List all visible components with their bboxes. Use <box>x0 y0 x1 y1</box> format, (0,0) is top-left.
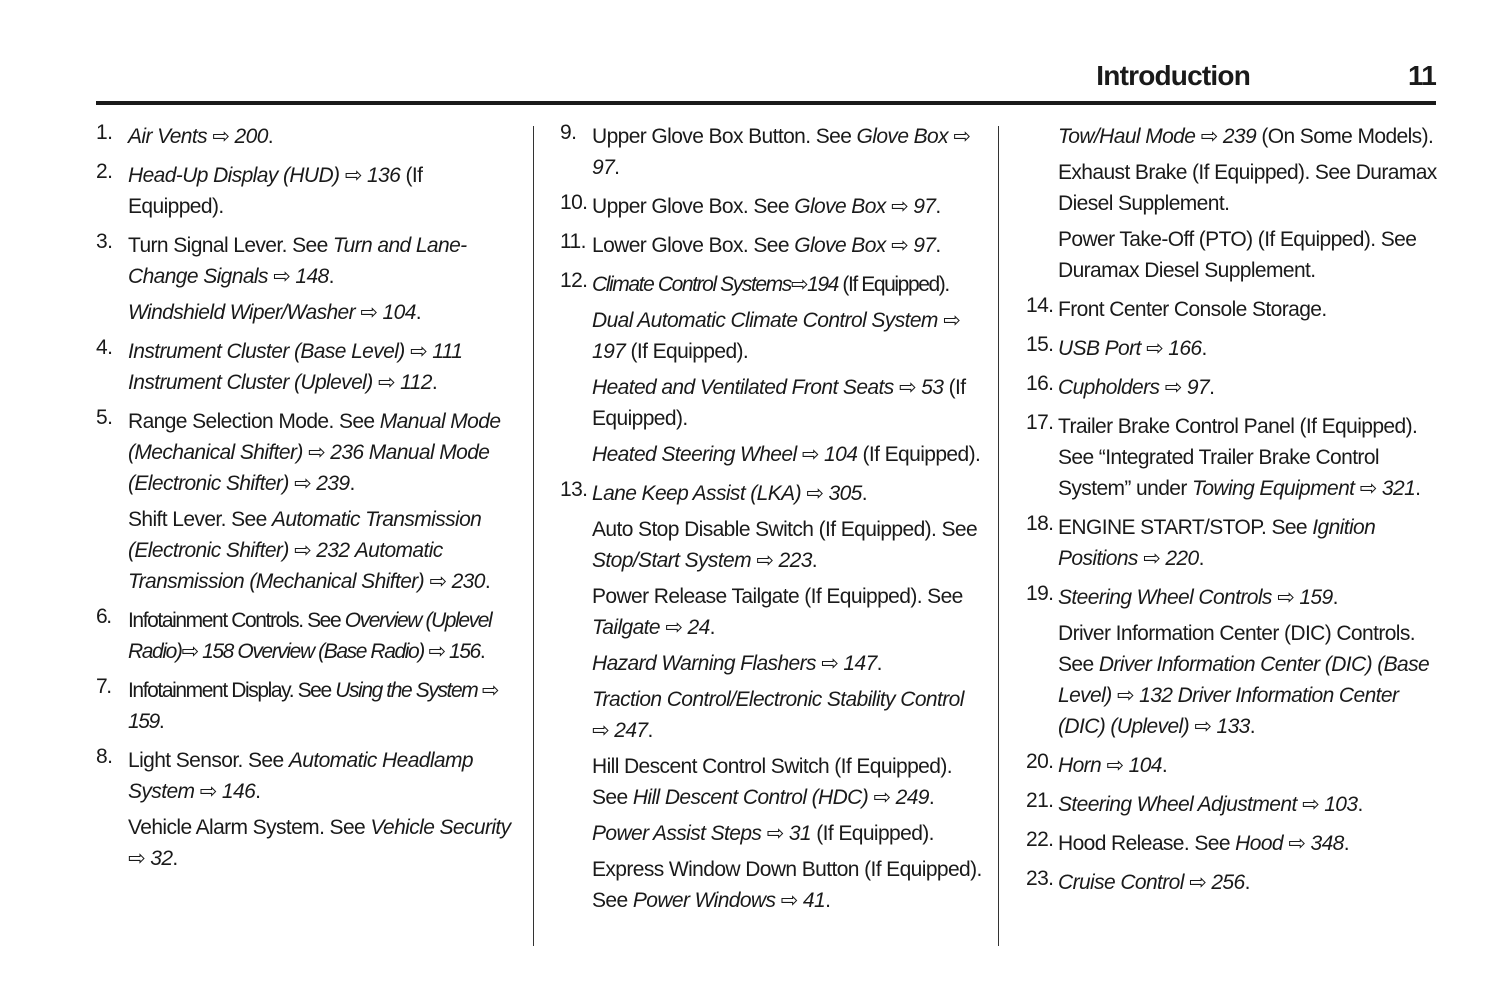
column-divider <box>998 126 999 946</box>
arrow-icon: ⇨ <box>199 780 217 803</box>
page-ref[interactable]: 97 <box>913 234 936 257</box>
xref-link[interactable]: Heated and Ventilated Front Seats <box>592 376 894 399</box>
list-item: 21. Steering Wheel Adjustment ⇨ 103. <box>1026 789 1363 816</box>
page-ref[interactable]: 111 <box>432 340 463 363</box>
page-ref[interactable]: 166 <box>1168 337 1202 360</box>
page-ref[interactable]: 97 <box>592 156 615 179</box>
arrow-icon: ⇨ <box>409 340 427 363</box>
list-item: 14. Front Center Console Storage. <box>1026 294 1327 321</box>
xref-link[interactable]: Automatic Headlamp System <box>128 749 473 803</box>
list-item: 3. Turn Signal Lever. See Turn and Lane-Change Signals ⇨ 148. Windshield Wiper/Washer ⇨ 104. <box>96 230 467 324</box>
arrow-icon: ⇨ <box>1194 715 1212 738</box>
xref-link[interactable]: Using the System <box>335 679 478 702</box>
arrow-icon: ⇨ <box>953 125 971 148</box>
xref-link[interactable]: Hill Descent Control (HDC) <box>632 786 869 809</box>
xref-link[interactable]: Tailgate <box>592 616 660 639</box>
arrow-icon: ⇨ <box>780 889 798 912</box>
arrow-icon: ⇨ <box>665 616 683 639</box>
xref-link[interactable]: Manual Mode (Electronic Shifter) <box>128 441 490 495</box>
list-item: 19. Steering Wheel Controls ⇨ 159. Driver Information Center (DIC) Controls. See Driver Information Center (DIC) (Base Level) ⇨ 132 Driver Information Center (DIC) (Uplevel) ⇨ 133. <box>1026 582 1430 738</box>
page-ref[interactable]: 97 <box>913 195 936 218</box>
xref-link[interactable]: Overview (Base Radio) <box>237 640 424 663</box>
page-ref[interactable]: 305 <box>828 482 862 505</box>
list-item: 23. Cruise Control ⇨ 256. <box>1026 867 1250 894</box>
xref-link[interactable]: Climate Control Systems <box>592 273 791 296</box>
arrow-icon: ⇨ <box>128 847 145 870</box>
xref-link[interactable]: Traction Control/Electronic Stability Control <box>592 688 964 711</box>
page-ref[interactable]: 97 <box>1186 376 1210 399</box>
page-ref[interactable]: 136 <box>366 164 401 187</box>
list-item: 2. Head-Up Display (HUD) ⇨ 136 (If Equipped). <box>96 160 423 218</box>
list-item: 4. Instrument Cluster (Base Level) ⇨ 111 Instrument Cluster (Uplevel) ⇨ 112. <box>96 336 463 394</box>
column-divider <box>533 126 534 946</box>
page-ref[interactable]: 32 <box>150 847 173 870</box>
arrow-icon: ⇨ <box>212 125 230 148</box>
xref-link[interactable]: Lane Keep Assist (LKA) <box>592 482 801 505</box>
page-ref[interactable]: 230 <box>451 570 485 593</box>
xref-link[interactable]: Glove Box <box>794 195 886 218</box>
xref-link[interactable]: Horn <box>1058 754 1102 777</box>
arrow-icon: ⇨ <box>890 234 908 257</box>
xref-link[interactable]: Air Vents <box>128 125 208 148</box>
page-ref[interactable]: 232 <box>316 539 350 562</box>
xref-link[interactable]: Instrument Cluster (Uplevel) <box>128 371 373 394</box>
list-item: 13. Lane Keep Assist (LKA) ⇨ 305. Auto Stop Disable Switch (If Equipped). See Stop/Start System ⇨ 223. Power Release Tailgate (If Equipped). See Tailgate ⇨ 24. Hazard Warning Flashers ⇨ 147. Traction Control/Electronic Stability Control ⇨ 247. Hill Descent Control Switch (If Equipped). See Hill Descent Control (HDC) ⇨ 249. Power Assist Steps ⇨ 31 (If Equipped). Express Window Down Button (If Equipped). See Power Windows ⇨ 41. <box>560 478 982 912</box>
list-item: 8. Light Sensor. See Automatic Headlamp System ⇨ 146. Vehicle Alarm System. See Vehicle Security ⇨ 32. <box>96 745 511 870</box>
xref-link[interactable]: Turn and Lane-Change Signals <box>128 234 467 288</box>
arrow-icon: ⇨ <box>592 719 609 742</box>
list-item: 6. Infotainment Controls. See Overview (Uplevel Radio)⇨ 158 Overview (Base Radio) ⇨ 156. <box>96 605 492 663</box>
list-item: 15. USB Port ⇨ 166. <box>1026 333 1207 360</box>
arrow-icon: ⇨ <box>273 265 291 288</box>
xref-link[interactable]: Power Windows <box>632 889 776 912</box>
arrow-icon: ⇨ <box>1143 547 1161 570</box>
page-ref[interactable]: 197 <box>592 340 626 363</box>
arrow-icon: ⇨ <box>790 273 808 296</box>
list-item: 11. Lower Glove Box. See Glove Box ⇨ 97. <box>560 230 941 257</box>
page-ref[interactable]: 104 <box>382 301 416 324</box>
arrow-icon: ⇨ <box>428 640 445 663</box>
arrow-icon: ⇨ <box>801 443 819 466</box>
page-ref[interactable]: 348 <box>1310 832 1344 855</box>
xref-link[interactable]: Cruise Control <box>1058 871 1184 894</box>
xref-link[interactable]: Automatic Transmission (Electronic Shifter) <box>128 508 482 562</box>
page-ref[interactable]: 132 <box>1139 684 1173 707</box>
page-ref[interactable]: 104 <box>1128 754 1162 777</box>
page-ref[interactable]: 104 <box>824 443 858 466</box>
xref-link[interactable]: Driver Information Center (DIC) (Base Level) <box>1058 653 1430 707</box>
arrow-icon: ⇨ <box>766 822 784 845</box>
page-ref[interactable]: 112 <box>400 371 432 394</box>
arrow-icon: ⇨ <box>1164 376 1182 399</box>
xref-link[interactable]: Steering Wheel Controls <box>1058 586 1272 609</box>
xref-link[interactable]: Hood <box>1235 832 1283 855</box>
list-item: 16. Cupholders ⇨ 97. <box>1026 372 1215 399</box>
arrow-icon: ⇨ <box>1359 477 1377 500</box>
page-ref[interactable]: 200 <box>234 125 268 148</box>
list-item: 18. ENGINE START/STOP. See Ignition Positions ⇨ 220. <box>1026 512 1376 570</box>
xref-link[interactable]: Steering Wheel Adjustment <box>1058 793 1297 816</box>
xref-link[interactable]: Glove Box <box>856 125 949 148</box>
arrow-icon: ⇨ <box>1116 684 1134 707</box>
arrow-icon: ⇨ <box>890 195 908 218</box>
xref-link[interactable]: Vehicle Security <box>370 816 511 839</box>
list-item: 20. Horn ⇨ 104. <box>1026 750 1168 777</box>
page-ref[interactable]: 159 <box>1299 586 1333 609</box>
page-ref[interactable]: 103 <box>1324 793 1358 816</box>
list-item: 1. Air Vents ⇨ 200. <box>96 121 274 148</box>
page-ref[interactable]: 24 <box>687 616 710 639</box>
page-ref[interactable]: 53 <box>921 376 944 399</box>
section-title: Introduction <box>1096 60 1250 91</box>
page-ref[interactable]: 321 <box>1381 477 1416 500</box>
list-item: 7. Infotainment Display. See Using the System ⇨ 159. <box>96 675 498 733</box>
page-ref[interactable]: 156 <box>448 640 480 663</box>
xref-link[interactable]: Glove Box <box>794 234 886 257</box>
xref-link[interactable]: Overview (Uplevel Radio) <box>128 609 492 663</box>
arrow-icon: ⇨ <box>898 376 916 399</box>
arrow-icon: ⇨ <box>806 482 824 505</box>
xref-link[interactable]: Ignition Positions <box>1058 516 1376 570</box>
arrow-icon: ⇨ <box>943 309 961 332</box>
list-item-continuation: Tow/Haul Mode ⇨ 239 (On Some Models). Exhaust Brake (If Equipped). See Duramax Diesel Supplement. Power Take-Off (PTO) (If Equipped). See Duramax Diesel Supplement. <box>1058 125 1437 282</box>
page-ref[interactable]: 239 <box>316 472 350 495</box>
arrow-icon: ⇨ <box>377 371 395 394</box>
xref-link[interactable]: Power Assist Steps <box>592 822 762 845</box>
arrow-icon: ⇨ <box>1301 793 1319 816</box>
arrow-icon: ⇨ <box>293 472 311 495</box>
arrow-icon: ⇨ <box>429 570 447 593</box>
page-ref[interactable]: 146 <box>221 780 256 803</box>
list-item: 12. Climate Control Systems⇨194 (If Equipped). Dual Automatic Climate Control System ⇨ 197 (If Equipped). Heated and Ventilated Front Seats ⇨ 53 (If Equipped). Heated Steering Wheel ⇨ 104 (If Equipped). <box>560 269 981 466</box>
xref-link[interactable]: Automatic Transmission (Mechanical Shifter) <box>128 539 443 593</box>
xref-link[interactable]: Driver Information Center (DIC) (Uplevel) <box>1058 684 1399 738</box>
page-ref[interactable]: 148 <box>295 265 329 288</box>
arrow-icon: ⇨ <box>1106 754 1124 777</box>
column-1 <box>96 121 520 882</box>
page-ref[interactable]: 133 <box>1216 715 1250 738</box>
page-ref[interactable]: 220 <box>1165 547 1199 570</box>
page-ref[interactable]: 256 <box>1211 871 1245 894</box>
column-2 <box>560 121 984 924</box>
page-ref[interactable]: 223 <box>778 549 812 572</box>
list-item: 22. Hood Release. See Hood ⇨ 348. <box>1026 828 1349 855</box>
header-rule <box>96 101 1436 105</box>
arrow-icon: ⇨ <box>1288 832 1306 855</box>
arrow-icon: ⇨ <box>360 301 378 324</box>
arrow-icon: ⇨ <box>293 539 311 562</box>
xref-link[interactable]: Hazard Warning Flashers <box>592 652 816 675</box>
xref-link[interactable]: Towing Equipment <box>1192 477 1355 500</box>
page-number: 11 <box>1408 60 1436 91</box>
arrow-icon: ⇨ <box>481 679 498 702</box>
xref-link[interactable]: Heated Steering Wheel <box>592 443 797 466</box>
page-header <box>96 58 1436 94</box>
page-ref[interactable]: 158 <box>202 640 233 663</box>
arrow-icon: ⇨ <box>873 786 891 809</box>
page-ref[interactable]: 159 <box>128 710 159 733</box>
page-ref[interactable]: 249 <box>895 786 929 809</box>
page-ref[interactable]: 41 <box>802 889 826 912</box>
page-ref[interactable]: 239 <box>1222 125 1257 148</box>
arrow-icon: ⇨ <box>307 441 325 464</box>
xref-link[interactable]: Stop/Start System <box>592 549 752 572</box>
list-item: 17. Trailer Brake Control Panel (If Equipped). See “Integrated Trailer Brake Control System” under Towing Equipment ⇨ 321. <box>1026 411 1421 500</box>
xref-link[interactable]: Tow/Haul Mode <box>1058 125 1196 148</box>
list-item: 9. Upper Glove Box Button. See Glove Box ⇨ 97. <box>560 121 971 179</box>
xref-link[interactable]: Head-Up Display (HUD) <box>128 164 340 187</box>
xref-link[interactable]: Windshield Wiper/Washer <box>128 301 356 324</box>
list-item: 5. Range Selection Mode. See Manual Mode (Mechanical Shifter) ⇨ 236 Manual Mode (Electronic Shifter) ⇨ 239. Shift Lever. See Automatic Transmission (Electronic Shifter) ⇨ 232 Automatic Transmission (Mechanical Shifter) ⇨ 230. <box>96 406 501 593</box>
list-item: 10. Upper Glove Box. See Glove Box ⇨ 97. <box>560 191 941 218</box>
arrow-icon: ⇨ <box>344 164 362 187</box>
xref-link[interactable]: Cupholders <box>1058 376 1160 399</box>
arrow-icon: ⇨ <box>181 640 198 663</box>
page-ref[interactable]: 31 <box>788 822 811 845</box>
arrow-icon: ⇨ <box>1145 337 1163 360</box>
xref-link[interactable]: Manual Mode (Mechanical Shifter) <box>128 410 501 464</box>
page-ref[interactable]: 147 <box>843 652 877 675</box>
page-ref[interactable]: 247 <box>614 719 648 742</box>
page-ref[interactable]: 194 <box>807 273 838 296</box>
column-3 <box>1026 121 1440 906</box>
arrow-icon: ⇨ <box>1189 871 1207 894</box>
arrow-icon: ⇨ <box>756 549 774 572</box>
arrow-icon: ⇨ <box>1277 586 1295 609</box>
arrow-icon: ⇨ <box>1200 125 1218 148</box>
xref-link[interactable]: Instrument Cluster (Base Level) <box>128 340 405 363</box>
arrow-icon: ⇨ <box>821 652 839 675</box>
xref-link[interactable]: Dual Automatic Climate Control System <box>592 309 938 332</box>
xref-link[interactable]: USB Port <box>1058 337 1141 360</box>
page-ref[interactable]: 236 <box>330 441 364 464</box>
